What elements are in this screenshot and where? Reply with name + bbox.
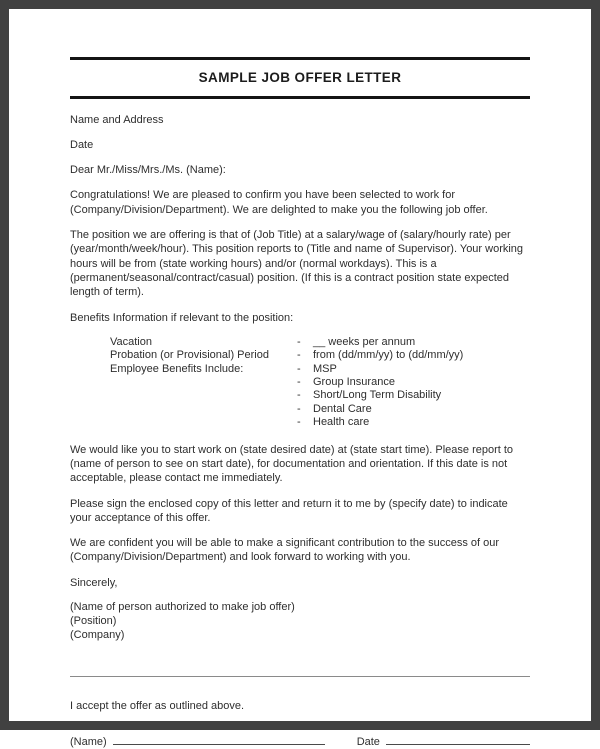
benefit-dash: - xyxy=(297,416,301,429)
benefits-table xyxy=(70,336,530,430)
benefit-dash: - xyxy=(297,389,301,402)
benefit-indent xyxy=(70,349,110,362)
benefit-row-employee-benefits xyxy=(70,363,530,376)
benefit-dash: - xyxy=(297,376,301,389)
closing-sincerely: Sincerely, xyxy=(70,576,118,589)
benefit-indent xyxy=(70,336,110,349)
benefit-value: Group Insurance xyxy=(313,376,395,389)
benefit-row-disability xyxy=(70,389,530,402)
benefit-value: __ weeks per annum xyxy=(313,335,416,348)
paragraph-congratulations: Congratulations! We are pleased to confirm you have been selected to work for (Company/Division/Department). We are delighted to make you the following job offer. xyxy=(70,189,488,216)
tear-off-separator xyxy=(70,676,530,677)
signature-block xyxy=(70,601,530,642)
benefit-row-group-insurance xyxy=(70,376,530,389)
benefit-indent xyxy=(70,363,110,376)
benefit-label xyxy=(110,403,297,416)
paragraph-start-date: We would like you to start work on (state desired date) at (state start time). Please report to (name of person to see on start date), for documentation and orientation. If this date is not acceptable, please contact me immediately. xyxy=(70,443,514,485)
benefits-intro: Benefits Information if relevant to the position: xyxy=(70,311,294,324)
recipient-name-address: Name and Address xyxy=(70,113,164,126)
paragraph-position-details: The position we are offering is that of (Job Title) at a salary/wage of (salary/hourly rate) per (year/month/week/hour). This position reports to (Title and name of Supervisor). Your working hours will be from (state working hours) and/or (normal workdays). This is a (permanent/seasonal/contract/casual) position. (If this is a contract position state expected length of term). xyxy=(70,229,524,299)
benefit-label: Vacation xyxy=(110,335,152,348)
benefit-row-probation xyxy=(70,349,530,362)
salutation: Dear Mr./Miss/Mrs./Ms. (Name): xyxy=(70,164,226,177)
acceptance-statement: I accept the offer as outlined above. xyxy=(70,700,245,713)
benefit-label xyxy=(110,376,297,389)
signer-position-placeholder: (Position) xyxy=(70,614,117,627)
benefit-row-dental xyxy=(70,403,530,416)
benefit-value: from (dd/mm/yy) to (dd/mm/yy) xyxy=(313,349,464,362)
acceptance-signature-row xyxy=(70,732,530,749)
paragraph-sign-return: Please sign the enclosed copy of this letter and return it to me by (specify date) to indicate your acceptance of this offer. xyxy=(70,497,508,524)
date-line: Date xyxy=(70,138,94,151)
benefit-indent xyxy=(70,376,110,389)
acceptance-name-label: (Name) xyxy=(70,735,107,748)
benefit-dash: - xyxy=(297,335,301,348)
signer-name-placeholder: (Name of person authorized to make job offer) xyxy=(70,601,295,614)
benefit-label xyxy=(110,416,297,429)
benefit-dash: - xyxy=(297,402,301,415)
document-page xyxy=(9,9,591,749)
benefit-value: MSP xyxy=(313,362,337,375)
paragraph-confident: We are confident you will be able to make a significant contribution to the success of our (Company/Division/Department) and look forward to working with you. xyxy=(70,537,500,564)
benefit-dash: - xyxy=(297,362,301,375)
benefit-row-vacation xyxy=(70,336,530,349)
benefit-label xyxy=(110,389,297,402)
title-block xyxy=(70,57,530,99)
benefit-indent xyxy=(70,389,110,402)
acceptance-date-label: Date xyxy=(356,735,380,748)
benefit-label: Employee Benefits Include: xyxy=(110,362,244,375)
acceptance-name-line xyxy=(113,732,326,745)
document-title: SAMPLE JOB OFFER LETTER xyxy=(198,70,402,85)
benefit-value: Dental Care xyxy=(313,402,372,415)
benefit-value: Short/Long Term Disability xyxy=(313,389,442,402)
benefit-indent xyxy=(70,403,110,416)
acceptance-date-line xyxy=(386,732,530,745)
title-bottom-rule xyxy=(70,96,530,99)
benefit-indent xyxy=(70,416,110,429)
benefit-value: Health care xyxy=(313,416,370,429)
signer-company-placeholder: (Company) xyxy=(70,628,125,641)
benefit-label: Probation (or Provisional) Period xyxy=(110,349,269,362)
benefit-row-health xyxy=(70,416,530,429)
benefit-dash: - xyxy=(297,349,301,362)
